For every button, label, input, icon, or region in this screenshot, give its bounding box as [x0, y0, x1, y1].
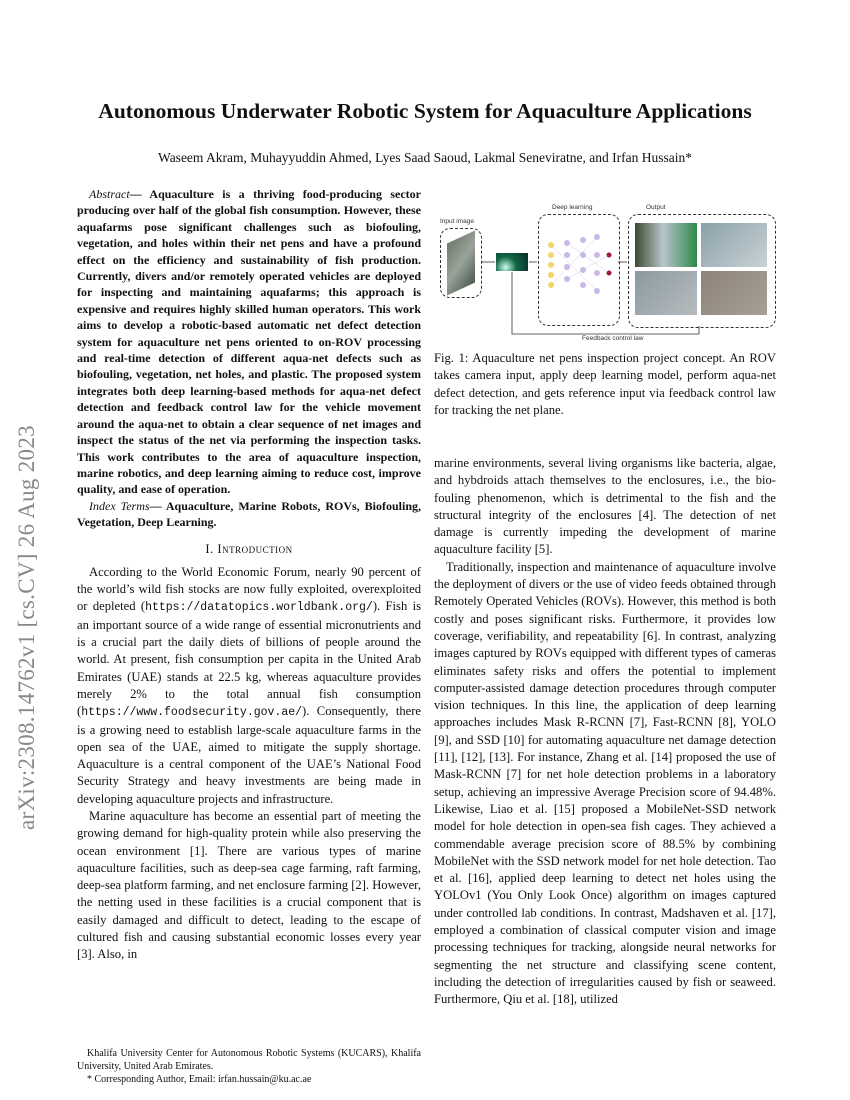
index-terms-text: — Aquaculture, Marine Robots, ROVs, Biofouling, Vegetation, Deep Learning. [77, 498, 422, 530]
left-column [77, 186, 421, 1086]
link-worldbank[interactable]: https://datatopics.worldbank.org/ [145, 601, 373, 615]
feedback-control-label: Feedback control law [582, 335, 644, 342]
deep-learning-label: Deep learning [552, 204, 593, 211]
right-paragraph-2: Traditionally, inspection and maintenance of aquaculture involve the deployment of divers or the use of video feeds obtained through Remotely Operated Vehicles (ROVs). However, this method is both costly and poses significant risks. Furthermore, it provides low coverage, verifiability, and repeatability [6]. In contrast, analyzing images captured by ROVs equipped with different types of cameras eliminates safety risks and offers the potential to implement computer-assisted damage detection procedures through computer vision techniques. In this line, the application of deep learning approaches includes Mask R-RCNN [7], Fast-RCNN [8], YOLO [9], and SSD [10] for automating aquaculture net damage detection [11], [12], [13]. For instance, Zhang et al. [14] proposed the use of Mask-RCNN [7] for net hole detection problems in a laboratory setup, achieving an impressive Average Precision score of 94.48%. Likewise, Liao et al. [15] proposed a MobileNet-SSD network model for hole detection in open-sea fish cages. They achieved a commendable average precision score of 88.5% by combining MobileNet with the SSD network model for net hole detection. Tao et al. [16], applied deep learning to detect net holes using the YOLOv1 (You Only Look Once) algorithm on images captured under controlled lab conditions. In contrast, Madshaven et al. [17], employed a combination of classical computer vision and image processing techniques for tracking, alongside neural networks for segmenting the net structure and classifying scene content, including the detection of irregularities caused by fish or seaweed. Furthermore, Qiu et al. [18], utilized [434, 559, 776, 1007]
abstract [77, 186, 421, 531]
input-image-label: Input image [440, 218, 474, 225]
paper-title: Autonomous Underwater Robotic System for Aquaculture Applications [98, 99, 752, 123]
section-heading-introduction: I. Introduction [205, 541, 293, 556]
author-list: Waseem Akram, Muhayyuddin Ahmed, Lyes Saad Saoud, Lakmal Seneviratne, and Irfan Hussain* [158, 150, 692, 165]
abstract-text: — Aquaculture is a thriving food-producing sector producing over half of the global fish consumption. However, these aquafarms pose significant challenges such as biofouling, vegetation, and holes within their net pens and have a profound effect on the efficiency and sustainability of fish production. Currently, divers and/or remotely operated vehicles are deployed for inspecting and maintaining aquafarms; this approach is expensive and requires highly skilled human operators. This work aims to develop a robotic-based automatic net defect detection system for aquaculture net pens oriented to on-ROV processing and real-time detection of different aqua-net defects such as biofouling, vegetation, net holes, and plastic. The proposed system integrates both deep learning-based methods for aqua-net defect detection and feedback control law for the vehicle movement around the aqua-net to obtain a clear sequence of net images and inspect the status of the net via performing the inspection tasks. This work contributes to the area of aquaculture inspection, marine robotics, and deep learning aiming to reduce cost, improve quality, and ease of operation. [77, 187, 421, 497]
right-paragraph-1: marine environments, several living organisms like bacteria, algae, and hybdroids attach themselves to the enclosures, i.e., the bio-fouling phenomenon, which is detrimental to the fish and the structural integrity of the enclosures [4]. The detection of net damage is currently impeding the development of marine aquaculture facility [5]. [434, 456, 776, 557]
figure-1-caption: Fig. 1: Aquaculture net pens inspection project concept. An ROV takes camera input, apply deep learning model, perform aqua-net defect detection, and gets reference input via feedback control law for tracking the net plane. [434, 351, 776, 418]
right-column [434, 455, 776, 1009]
arxiv-identifier[interactable]: arXiv:2308.14762v1 [cs.CV] 26 Aug 2023 [14, 425, 39, 830]
figure-1 [434, 198, 776, 342]
footnote-corresponding: * Corresponding Author, Email: irfan.hussain@ku.ac.ae [87, 1074, 312, 1085]
footnotes [77, 1039, 421, 1086]
footnote-affiliation: Khalifa University Center for Autonomous Robotic Systems (KUCARS), Khalifa University, United Arab Emirates. [77, 1048, 421, 1072]
link-foodsecurity[interactable]: https://www.foodsecurity.gov.ae/ [81, 706, 303, 720]
output-label: Output [646, 204, 666, 211]
index-terms-label: Index Terms [89, 498, 150, 513]
intro-paragraph-2: Marine aquaculture has become an essential part of meeting the growing demand for high-quality protein while also preserving the ocean environment [1]. There are various types of marine aquaculture facilities, such as deep-sea cage farming, raft farming, deep-sea platform farming, and net enclosure farming [2]. However, the netting used in these facilities is a crucial component that is easily damaged and difficult to detect, leading to the escape of cultured fish and causing substantial economic losses every year [3]. Also, in [77, 808, 421, 962]
intro-paragraph-1: According to the World Economic Forum, nearly 90 percent of the world’s wild fish stocks are now fully exploited, overexploited or depleted (https://datatopics.worldbank.org/). Fish is an important source of a wide range of essential micronutrients and is a crucial part the daily diets of billions of people around the world. At present, fish consumption per capita in the United Arab Emirates (UAE) stands at 22.5 kg, whereas aquaculture provides merely 2% to the total annual fish consumption (https://www.foodsecurity.gov.ae/). Consequently, there is a growing need to establish large-scale aquaculture farms in the open sea of the UAE, aimed to mitigate the supply shortage. Aquaculture is a central component of the UAE’s National Food Security Strategy and heavy investments are being made in developing aquaculture projects and infrastructure. [77, 564, 421, 806]
abstract-label: Abstract [89, 187, 130, 201]
flow-arrows [434, 198, 776, 338]
